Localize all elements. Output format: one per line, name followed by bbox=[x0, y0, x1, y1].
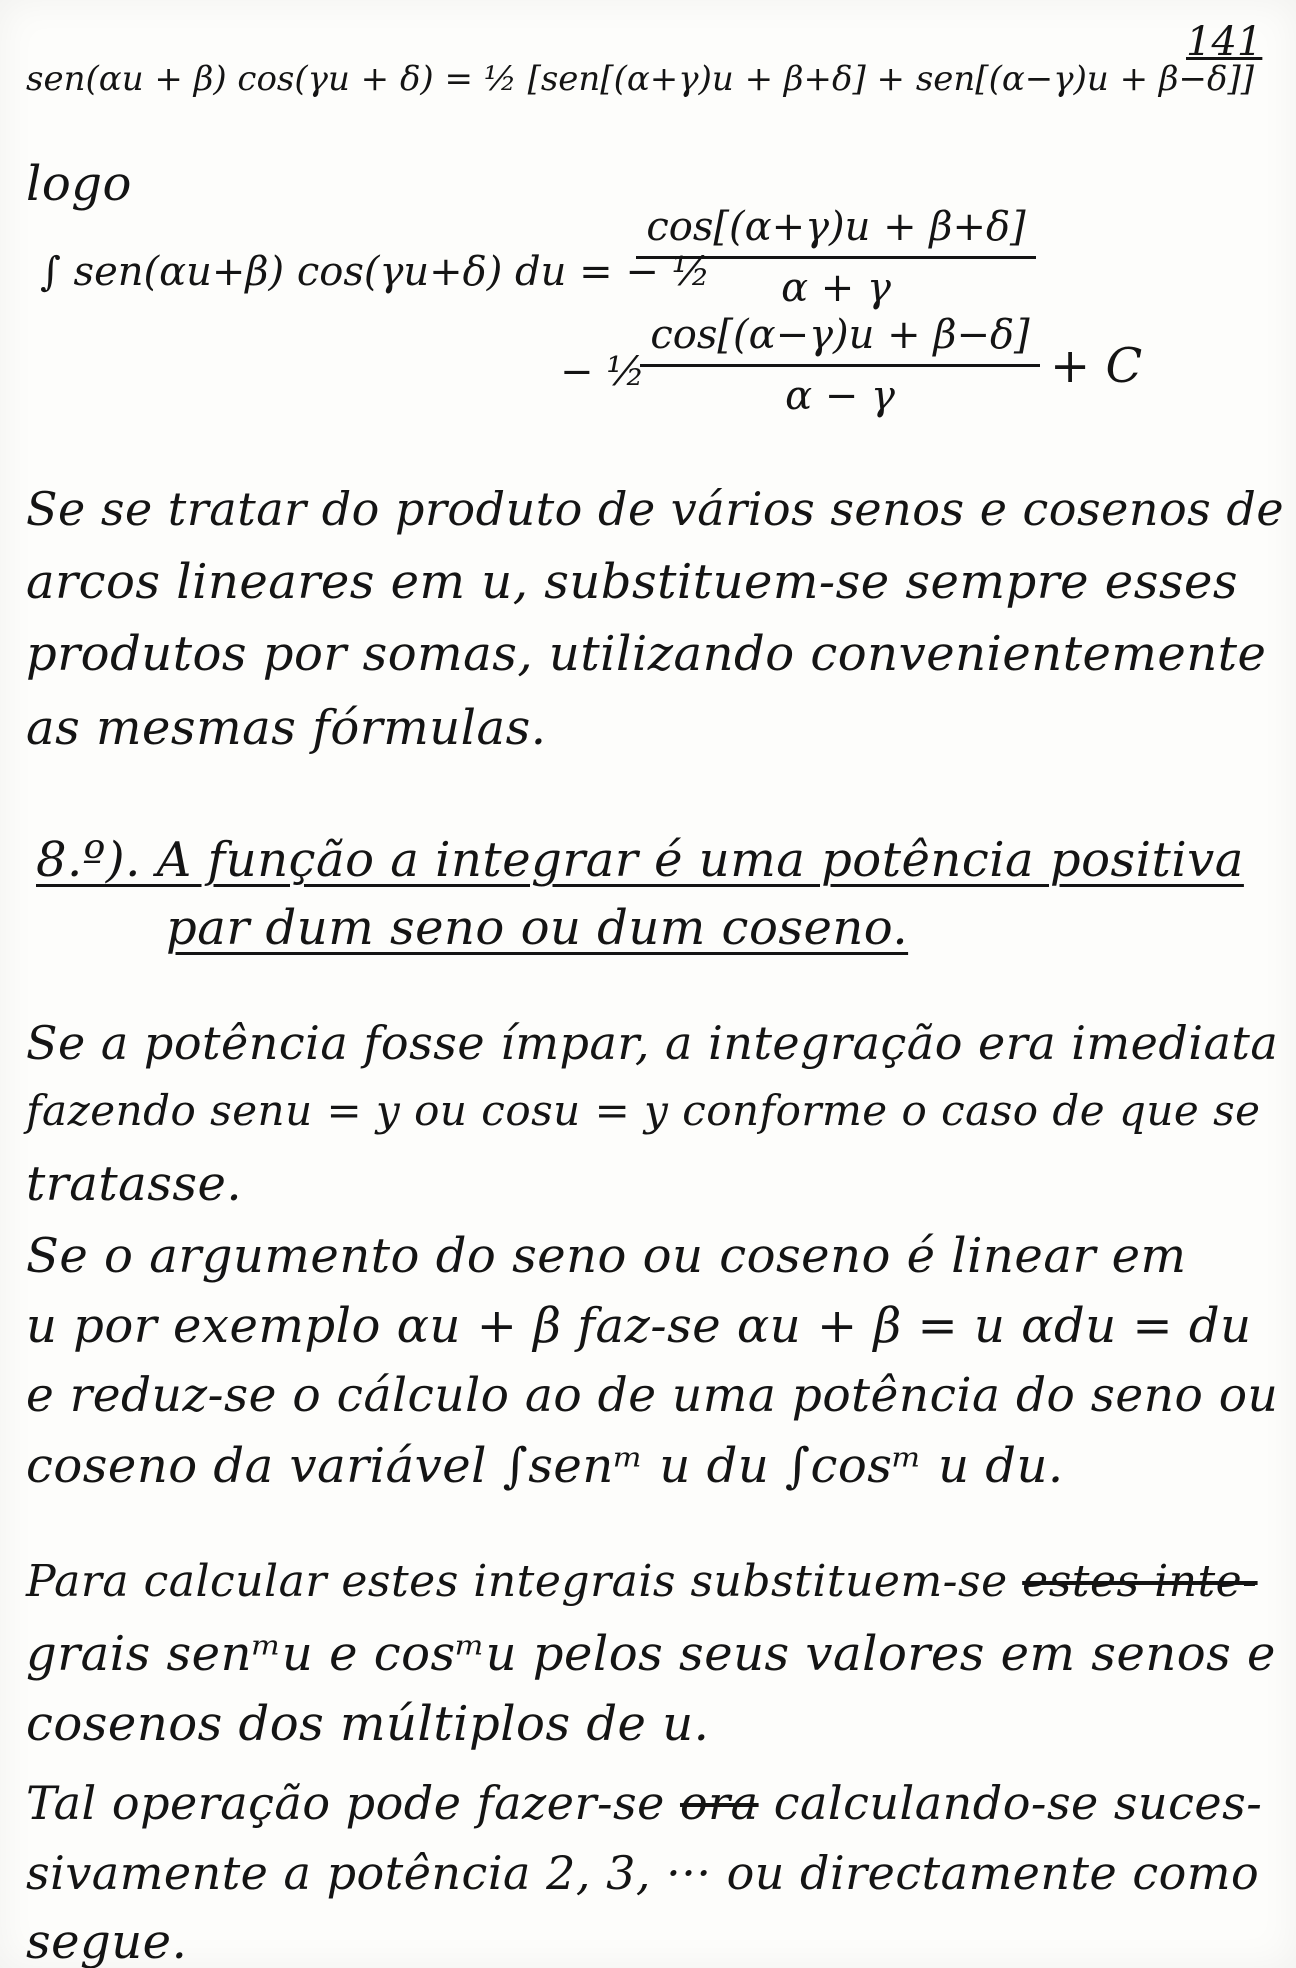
paragraph-3-line-1: Se o argumento do seno ou coseno é linear em bbox=[26, 1228, 1187, 1284]
paragraph-3-line-4: coseno da variável ∫senᵐ u du ∫cosᵐ u du. bbox=[26, 1438, 1064, 1494]
struck-out-text: estes inte- bbox=[1022, 1556, 1258, 1607]
paragraph-1-line-3: produtos por somas, utilizando convenientemente bbox=[26, 626, 1267, 682]
section-8-heading-line-2: par dum seno ou dum coseno. bbox=[166, 900, 909, 956]
fraction-1 bbox=[636, 204, 1036, 311]
integration-constant: + C bbox=[1050, 338, 1143, 394]
page-number: 141 bbox=[1186, 19, 1263, 65]
paragraph-3-line-2: u por exemplo αu + β faz-se αu + β = u αdu = du bbox=[26, 1298, 1252, 1354]
paragraph-1-line-2: arcos lineares em u, substituem-se sempre esses bbox=[26, 554, 1239, 610]
paragraph-2-line-1: Se a potência fosse ímpar, a integração era imediata bbox=[26, 1016, 1279, 1070]
paragraph-5-line-1 bbox=[26, 1776, 1263, 1830]
paragraph-3-line-3: e reduz-se o cálculo ao de uma potência do seno ou bbox=[26, 1368, 1279, 1423]
product-identity: sen(αu + β) cos(γu + δ) = ½ [sen[(α+γ)u + β+δ] + sen[(α−γ)u + β−δ]] bbox=[26, 59, 1255, 99]
paragraph-5-line-1-text-b: calculando-se suces- bbox=[773, 1776, 1263, 1830]
section-8-heading-line-1: 8.º). A função a integrar é uma potência positiva bbox=[36, 832, 1244, 888]
paragraph-4-line-1 bbox=[26, 1556, 1258, 1607]
paragraph-5-line-1-text-a: Tal operação pode fazer-se bbox=[26, 1776, 665, 1830]
paragraph-1-line-4: as mesmas fórmulas. bbox=[26, 700, 547, 756]
fraction-2-denominator: α − γ bbox=[785, 373, 895, 419]
fraction-2 bbox=[640, 312, 1040, 419]
logo-word: logo bbox=[26, 156, 132, 212]
fraction-2-numerator: cos[(α−γ)u + β−δ] bbox=[640, 312, 1040, 367]
paragraph-4-line-2: grais senᵐu e cosᵐu pelos seus valores em senos e bbox=[26, 1626, 1276, 1682]
minus-half: − ½ bbox=[560, 349, 645, 395]
paragraph-1-line-1: Se se tratar do produto de vários senos e cosenos de bbox=[26, 482, 1285, 536]
paragraph-4-line-1-text: Para calcular estes integrais substituem-se bbox=[26, 1556, 1008, 1607]
fraction-1-denominator: α + γ bbox=[781, 265, 891, 311]
paragraph-2-line-2: fazendo senu = y ou cosu = y conforme o caso de que se bbox=[26, 1086, 1261, 1135]
paragraph-5-line-3: segue. bbox=[26, 1914, 188, 1968]
fraction-1-numerator: cos[(α+γ)u + β+δ] bbox=[636, 204, 1036, 259]
struck-out-word: ora bbox=[679, 1776, 759, 1830]
paragraph-4-line-3: cosenos dos múltiplos de u. bbox=[26, 1696, 710, 1752]
integral-lhs: ∫ sen(αu+β) cos(γu+δ) du = − ½ bbox=[40, 249, 711, 295]
paragraph-5-line-2: sivamente a potência 2, 3, ··· ou directamente como bbox=[26, 1846, 1260, 1900]
paragraph-2-line-3: tratasse. bbox=[26, 1156, 243, 1212]
